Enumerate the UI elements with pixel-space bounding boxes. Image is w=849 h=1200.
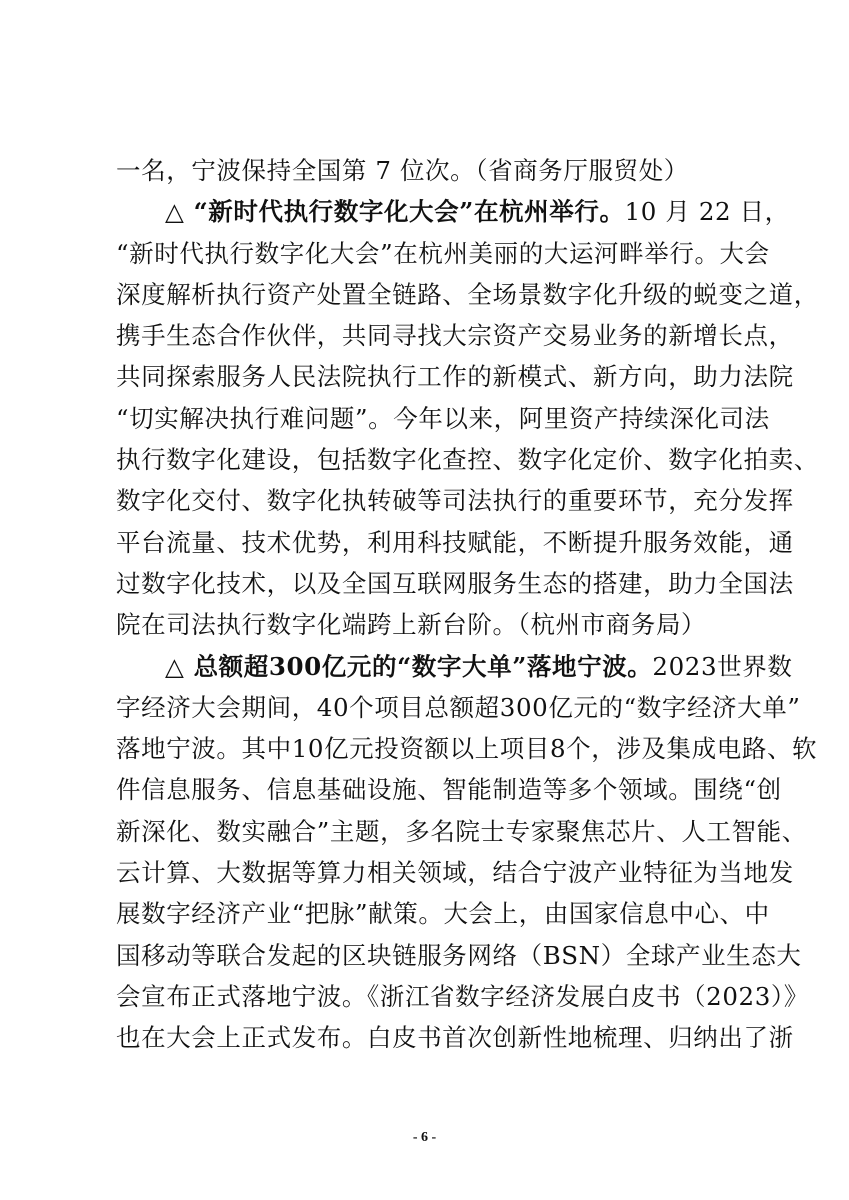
body-text-segment: 数字化交付、数字化执转破等司法执行的重要环节，充分发挥 bbox=[116, 486, 794, 516]
body-text-segment: 一名，宁波保持全国第 7 位次。（省商务厅服贸处） bbox=[116, 156, 689, 185]
body-text-segment: 件信息服务、信息基础设施、智能制造等多个领域。围绕“创 bbox=[116, 775, 782, 805]
text-line bbox=[116, 191, 790, 232]
text-line bbox=[116, 480, 794, 521]
text-line bbox=[116, 1017, 794, 1058]
body-text-segment: 平台流量、技术优势，利用科技赋能，不断提升服务效能，通 bbox=[116, 527, 794, 557]
text-line bbox=[116, 315, 794, 356]
body-text-segment: 落地宁波。其中10亿元投资额以上项目8个，涉及集成电路、软 bbox=[116, 734, 818, 764]
body-text-segment: 云计算、大数据等算力相关领域，结合宁波产业特征为当地发 bbox=[116, 858, 794, 888]
body-text-segment: 院在司法执行数字化端跨上新台阶。（杭州市商务局） bbox=[116, 610, 707, 640]
body-text bbox=[116, 150, 819, 1059]
body-text-segment: 也在大会上正式发布。白皮书首次创新性地梳理、归纳出了浙 bbox=[116, 1023, 794, 1053]
text-line bbox=[116, 646, 793, 687]
text-line bbox=[116, 233, 770, 274]
body-text-segment: 会宣布正式落地宁波。《浙江省数字经济发展白皮书（2023）》 bbox=[116, 981, 809, 1011]
page-number: - 6 - bbox=[412, 1130, 437, 1145]
body-text-segment: 深度解析执行资产处置全链路、全场景数字化升级的蜕变之道， bbox=[116, 279, 819, 309]
body-text-segment: 字经济大会期间，40个项目总额超300亿元的“数字经济大单” bbox=[116, 692, 801, 722]
body-text-segment: 共同探索服务人民法院执行工作的新模式、新方向，助力法院 bbox=[116, 362, 794, 392]
text-line bbox=[116, 728, 818, 769]
text-line bbox=[116, 522, 794, 563]
body-text-segment: 执行数字化建设，包括数字化查控、数字化定价、数字化拍卖、 bbox=[116, 445, 819, 475]
text-line bbox=[116, 935, 802, 976]
body-text-segment: “新时代执行数字化大会”在杭州美丽的大运河畔举行。大会 bbox=[116, 238, 770, 268]
body-text-segment: 新深化、数实融合”主题，多名院士专家聚焦芯片、人工智能、 bbox=[116, 816, 807, 846]
text-line bbox=[116, 811, 807, 852]
text-line bbox=[116, 398, 770, 439]
text-line bbox=[116, 893, 770, 934]
text-line bbox=[116, 274, 819, 315]
body-text-segment: 展数字经济产业“把脉”献策。大会上，由国家信息中心、中 bbox=[116, 899, 770, 929]
text-line bbox=[116, 769, 782, 810]
body-text-segment: 国移动等联合发起的区块链服务网络（BSN）全球产业生态大 bbox=[116, 940, 802, 970]
text-line bbox=[116, 852, 794, 893]
text-line bbox=[116, 563, 794, 604]
headline-text: △ 总额超300亿元的“数字大单”落地宁波。 bbox=[165, 651, 653, 681]
body-text-segment: 10 月 22 日， bbox=[624, 197, 790, 227]
text-line bbox=[116, 439, 819, 480]
body-text-segment: 携手生态合作伙伴，共同寻找大宗资产交易业务的新增长点， bbox=[116, 321, 794, 351]
text-line bbox=[116, 150, 748, 191]
body-text-segment: 过数字化技术，以及全国互联网服务生态的搭建，助力全国法 bbox=[116, 568, 794, 598]
body-text-segment: 2023世界数 bbox=[652, 651, 793, 681]
body-text-segment: “切实解决执行难问题”。今年以来，阿里资产持续深化司法 bbox=[116, 403, 770, 433]
text-line bbox=[116, 687, 801, 728]
headline-text: △ “新时代执行数字化大会”在杭州举行。 bbox=[165, 197, 625, 227]
text-line bbox=[116, 356, 794, 397]
text-line bbox=[116, 976, 809, 1017]
text-line bbox=[116, 604, 748, 645]
